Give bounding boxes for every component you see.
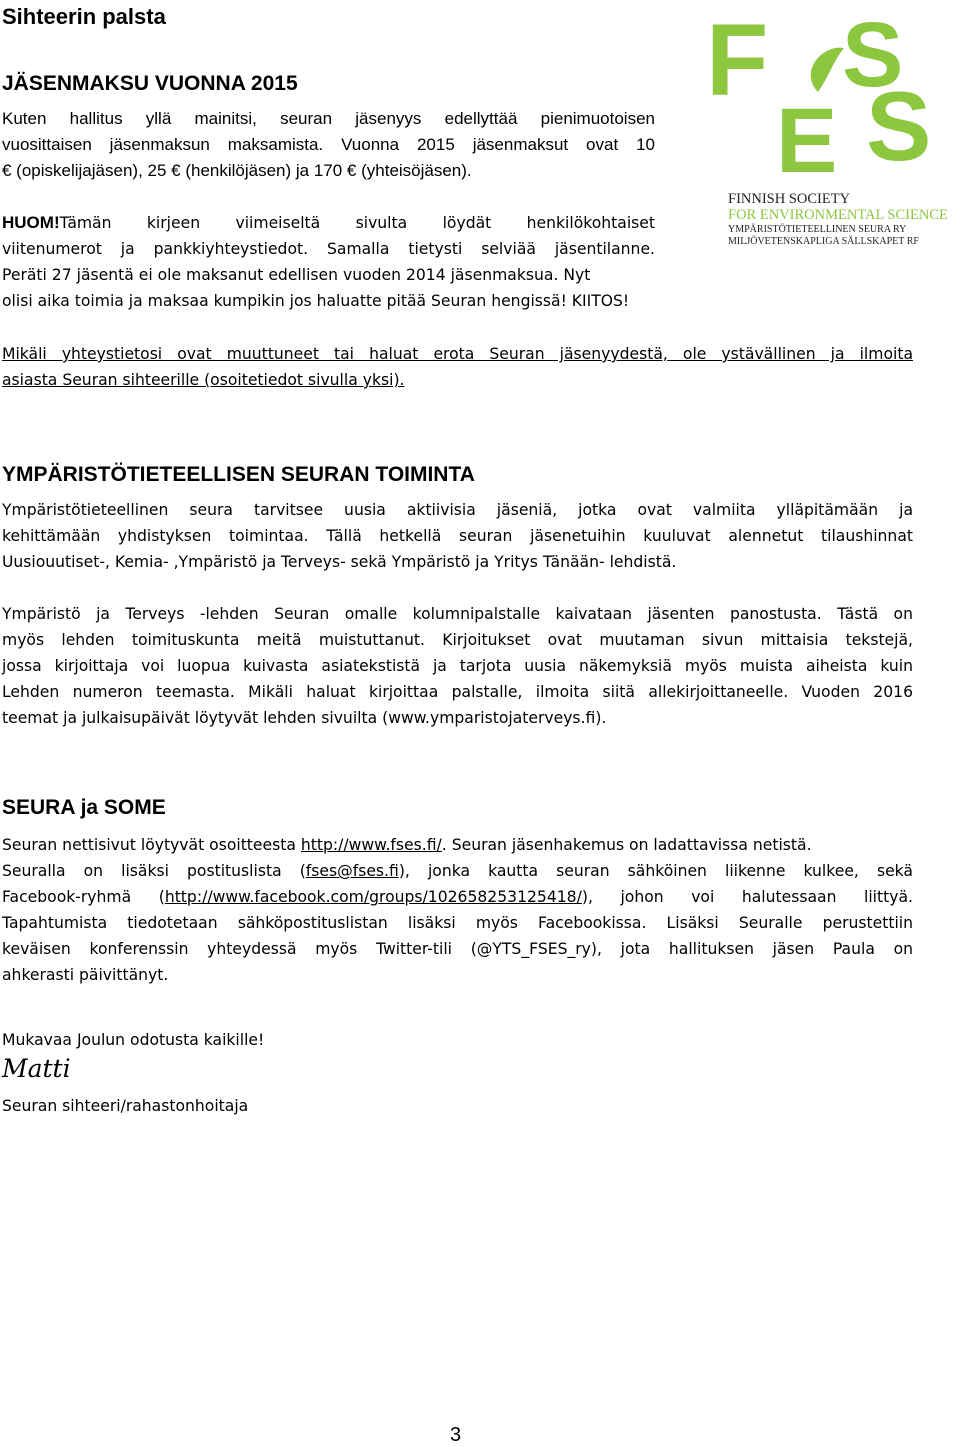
huom-line-3: Peräti 27 jäsentä ei ole maksanut edellisen vuoden 2014 jäsenmaksua. Nyt <box>2 266 591 284</box>
some-line-1-pre: Seuran nettisivut löytyvät osoitteesta <box>2 836 301 854</box>
fses-logo <box>706 0 960 250</box>
logo-letter-e: E <box>776 90 838 192</box>
mailing-list-link[interactable]: fses@fses.fi <box>305 862 399 880</box>
huom-line-2: viitenumerot ja pankkiyhteystiedot. Samalla tietysti selviää jäsentilanne. <box>2 240 655 258</box>
contact-notice-line-1: Mikäli yhteystietosi ovat muuttuneet tai haluat erota Seuran jäsenyydestä, ole ystävällinen ja ilmoita <box>2 345 913 363</box>
membership-heading: JÄSENMAKSU VUONNA 2015 <box>2 72 298 95</box>
contact-notice-line-2: asiasta Seuran sihteerille (osoitetiedot sivulla yksi). <box>2 371 405 389</box>
activity-p2-line-3: jossa kirjoittaja voi luopua kuivasta asiatekstistä ja tarjota uusia näkemyksiä myös muista aiheista kuin <box>2 657 913 675</box>
closing-greeting: Mukavaa Joulun odotusta kaikille! <box>2 1031 265 1049</box>
logo-name-fi: YMPÄRISTÖTIETEELLINEN SEURA RY <box>728 224 907 235</box>
activity-paragraph-1 <box>2 497 913 575</box>
some-line-2-pre: Seuralla on lisäksi postituslista ( <box>2 862 306 880</box>
membership-line-3: € (opiskelijajäsen), 25 € (henkilöjäsen) ja 170 € (yhteisöjäsen). <box>2 161 472 180</box>
huom-line-1: Tämän kirjeen viimeiseltä sivulta löydät henkilökohtaiset <box>59 214 655 232</box>
logo-name-en-2: FOR ENVIRONMENTAL SCIENCE <box>728 207 948 223</box>
activity-paragraph-2 <box>2 601 913 731</box>
huom-paragraph-cont <box>2 262 702 314</box>
activity-p1-line-3: Uusiouutiset-, Kemia- ,Ympäristö ja Terveys- sekä Ympäristö ja Yritys Tänään- lehdistä. <box>2 553 677 571</box>
leaf-icon <box>811 48 844 92</box>
activity-p2-line-2: myös lehden toimituskunta meitä muistuttanut. Kirjoitukset ovat muutaman sivun mittaisia tekstejä, <box>2 631 913 649</box>
logo-letter-s2: S <box>866 71 932 181</box>
some-line-1-post: . Seuran jäsenhakemus on ladattavissa netistä. <box>441 836 812 854</box>
page-number: 3 <box>450 1424 462 1446</box>
membership-line-2: vuosittaisen jäsenmaksun maksamista. Vuonna 2015 jäsenmaksut ovat 10 <box>2 135 655 154</box>
some-line-3 <box>2 884 913 910</box>
some-line-3-pre: Facebook-ryhmä ( <box>2 888 165 906</box>
membership-paragraph <box>2 106 655 184</box>
logo-name-sv: MILJÖVETENSKAPLIGA SÄLLSKAPET RF <box>728 236 919 247</box>
some-line-5: keväisen konferenssin yhteydessä myös Twitter-tili (@YTS_FSES_ry), jota hallituksen jäsen Paula on <box>2 940 913 958</box>
website-link[interactable]: http://www.fses.fi/ <box>300 836 442 854</box>
logo-name-en-1: FINNISH SOCIETY <box>728 191 851 207</box>
some-line-3-post: ), johon voi halutessaan liittyä. <box>581 888 913 906</box>
signature: Matti <box>2 1054 71 1083</box>
logo-letter-f: F <box>706 3 769 117</box>
membership-line-1: Kuten hallitus yllä mainitsi, seuran jäsenyys edellyttää pienimuotoisen <box>2 109 655 128</box>
some-line-2-post: ), jonka kautta seuran sähköinen liikenne kulkee, sekä <box>398 862 913 880</box>
huom-label: HUOM! <box>2 213 60 232</box>
contact-notice <box>2 341 913 393</box>
fses-logo-mark <box>706 0 960 250</box>
some-paragraph <box>2 832 913 988</box>
some-line-6: ahkerasti päivittänyt. <box>2 966 169 984</box>
activity-p2-line-5: teemat ja julkaisupäivät löytyvät lehden sivuilta (www.ymparistojaterveys.fi). <box>2 709 607 727</box>
some-line-1-text <box>2 832 812 858</box>
activity-p2-line-4: Lehden numeron teemasta. Mikäli haluat kirjoittaa palstalle, ilmoita siitä allekirjoittaneelle. Vuoden 2016 <box>2 683 913 701</box>
some-line-2 <box>2 858 913 884</box>
signer-role: Seuran sihteeri/rahastonhoitaja <box>2 1097 249 1115</box>
page-title: Sihteerin palsta <box>2 4 166 29</box>
activity-p1-line-1: Ympäristötieteellinen seura tarvitsee uusia aktiivisia jäseniä, jotka ovat valmiita ylläpitämään ja <box>2 501 913 519</box>
huom-line-4: olisi aika toimia ja maksaa kumpikin jos haluatte pitää Seuran hengissä! KIITOS! <box>2 292 630 310</box>
activity-p1-line-2: kehittämään yhdistyksen toimintaa. Tällä hetkellä seuran jäsenetuihin kuuluvat alennetut tilaushinnat <box>2 527 913 545</box>
huom-paragraph <box>2 210 655 262</box>
some-line-4: Tapahtumista tiedotetaan sähköpostituslistan lisäksi myös Facebookissa. Lisäksi Seuralle perustettiin <box>2 914 913 932</box>
facebook-group-link[interactable]: http://www.facebook.com/groups/102658253125418/ <box>164 888 582 906</box>
some-heading: SEURA ja SOME <box>2 796 166 819</box>
some-line-1 <box>2 832 913 858</box>
activity-heading: YMPÄRISTÖTIETEELLISEN SEURAN TOIMINTA <box>2 463 475 486</box>
activity-p2-line-1: Ympäristö ja Terveys -lehden Seuran omalle kolumnipalstalle kaivataan jäsenten panostusta. Tästä on <box>2 605 913 623</box>
logo-letter-s1: S <box>842 4 904 106</box>
